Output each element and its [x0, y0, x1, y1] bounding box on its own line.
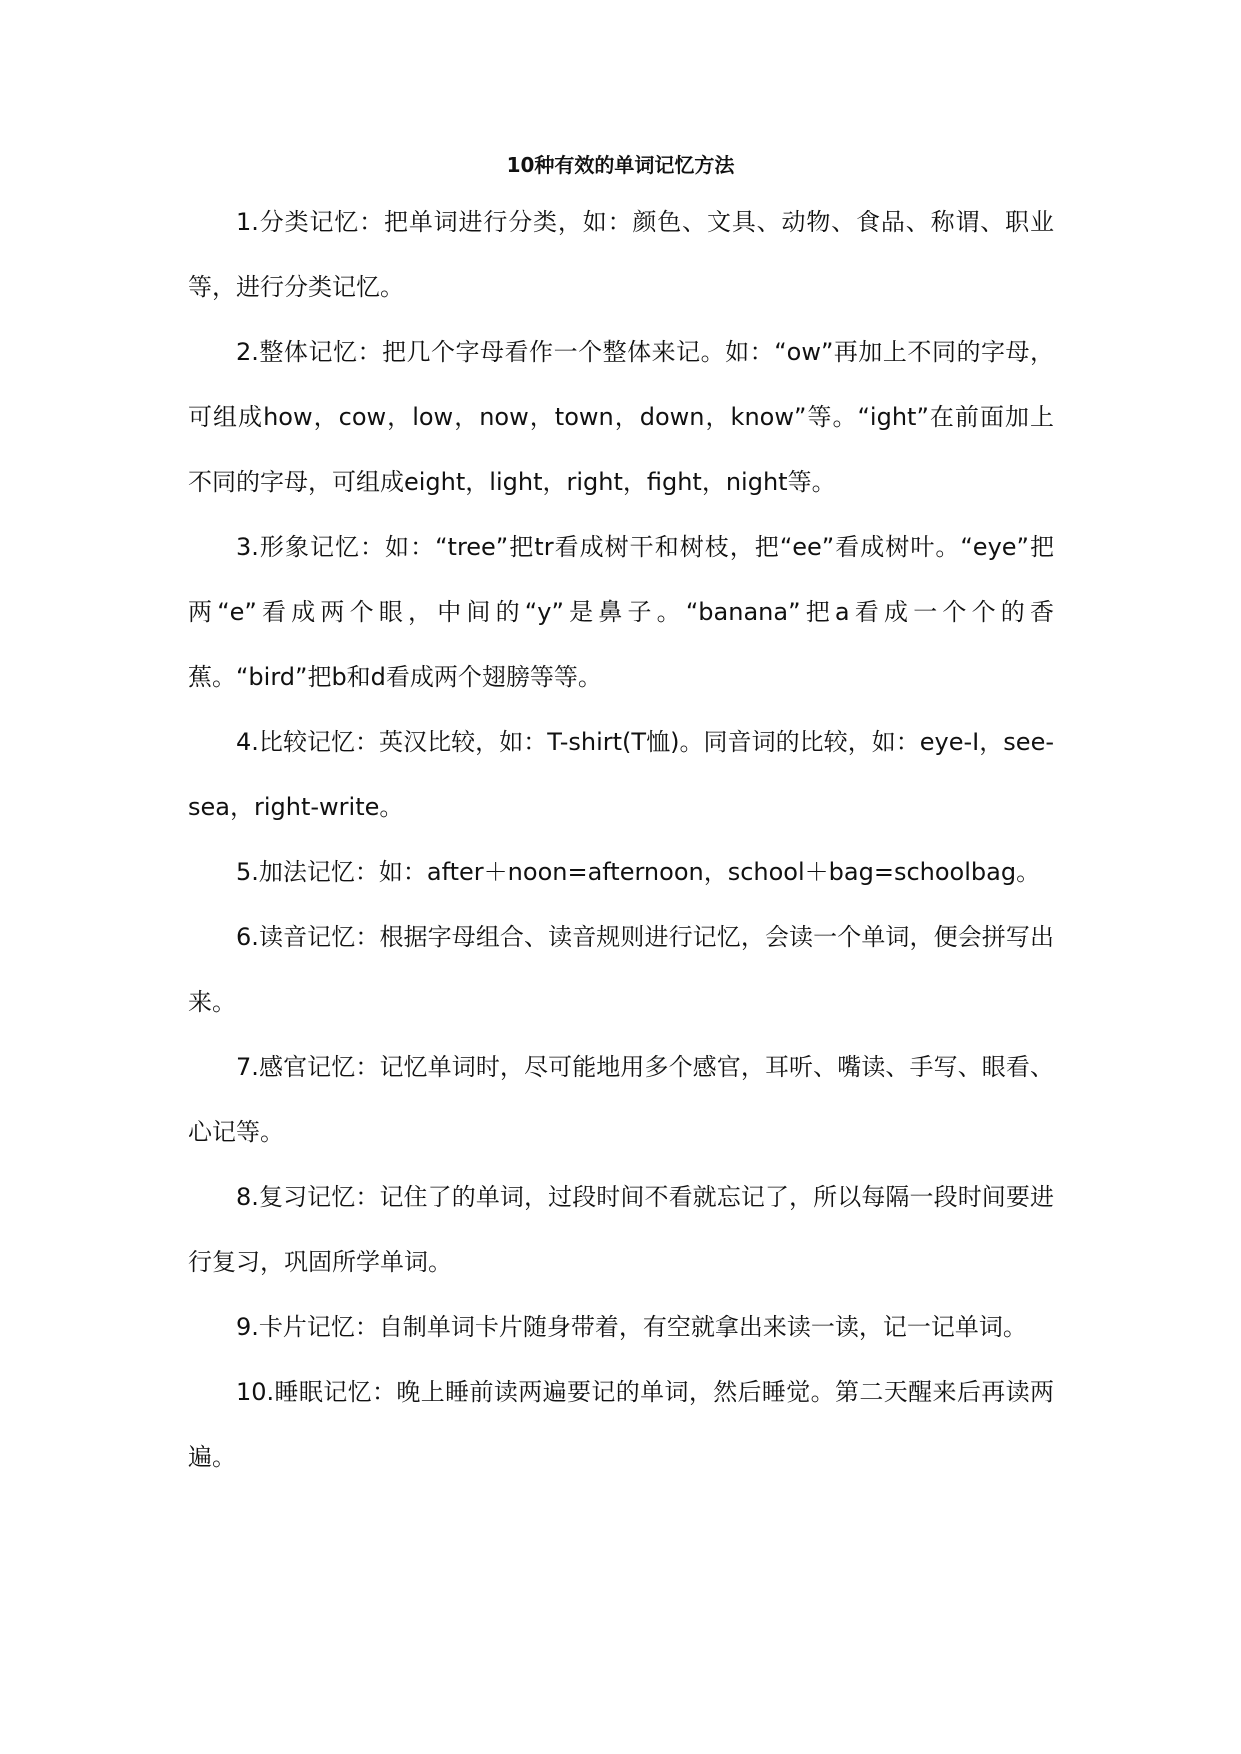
- paragraph-method-6: 6.读音记忆：根据字母组合、读音规则进行记忆，会读一个单词，便会拼写出来。: [188, 923, 1054, 1016]
- paragraph-method-10: 10.睡眠记忆：晚上睡前读两遍要记的单词，然后睡觉。第二天醒来后再读两遍。: [188, 1378, 1054, 1471]
- paragraph-method-8: 8.复习记忆：记住了的单词，过段时间不看就忘记了，所以每隔一段时间要进行复习，巩固所学单词。: [188, 1183, 1054, 1276]
- paragraph-method-2: 2.整体记忆：把几个字母看作一个整体来记。如：“ow”再加上不同的字母，可组成how，cow，low，now，town，down，know”等。“ight”在前面加上不同的字母，可组成eight，light，right，fight，night等。: [188, 338, 1054, 496]
- paragraph-method-5: 5.加法记忆：如：after＋noon=afternoon，school＋bag=schoolbag。: [236, 858, 1041, 886]
- paragraph-method-1: 1.分类记忆：把单词进行分类，如：颜色、文具、动物、食品、称谓、职业等，进行分类记忆。: [188, 208, 1054, 301]
- paragraph-method-7: 7.感官记忆：记忆单词时，尽可能地用多个感官，耳听、嘴读、手写、眼看、心记等。: [188, 1053, 1054, 1146]
- document-body: [188, 190, 1054, 1490]
- document-title: 10种有效的单词记忆方法: [506, 153, 735, 177]
- paragraph-method-9: 9.卡片记忆：自制单词卡片随身带着，有空就拿出来读一读，记一记单词。: [236, 1313, 1027, 1341]
- paragraph-method-3: 3.形象记忆：如：“tree”把tr看成树干和树枝，把“ee”看成树叶。“eye”把两“e”看成两个眼，中间的“y”是鼻子。“banana”把a看成一个个的香蕉。“bird”把b和d看成两个翅膀等等。: [188, 533, 1054, 691]
- paragraph-method-4: 4.比较记忆：英汉比较，如：T-shirt(T恤)。同音词的比较，如：eye-I，see-sea，right-write。: [188, 728, 1054, 821]
